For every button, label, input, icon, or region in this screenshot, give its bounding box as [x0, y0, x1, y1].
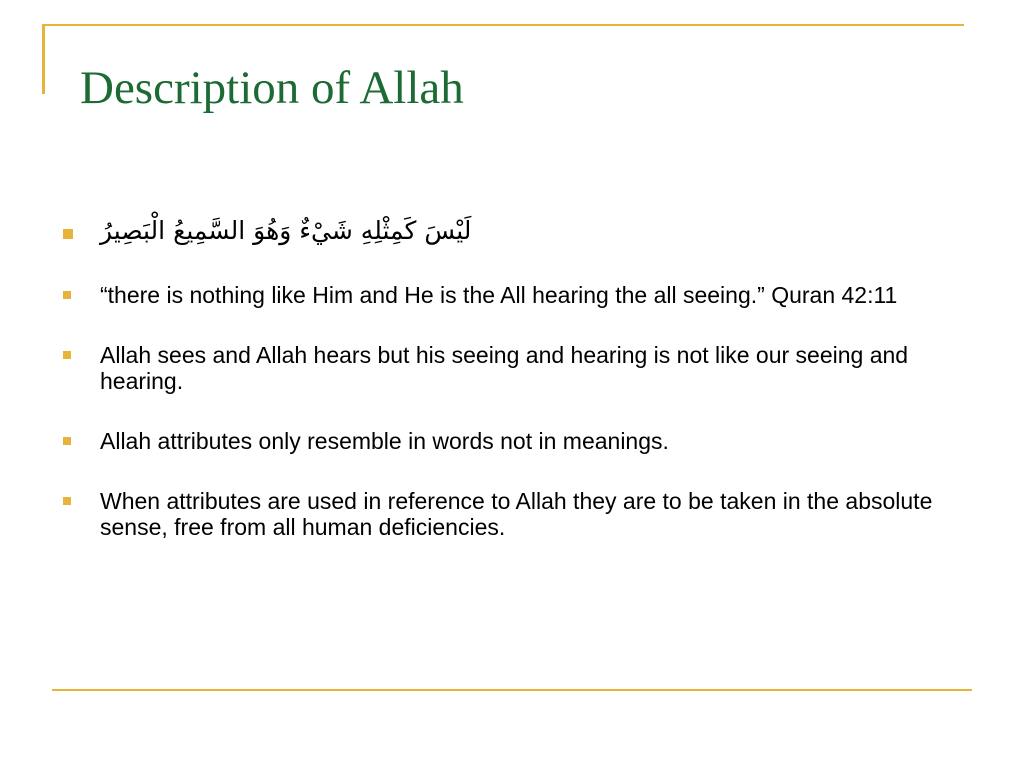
square-bullet-icon [63, 291, 71, 299]
attributes-resemble-text: Allah attributes only resemble in words not in meanings. [100, 428, 669, 454]
bullet-item-seeing-hearing [60, 342, 940, 394]
bullet-item-arabic-verse [60, 216, 940, 246]
bullet-item-absolute-sense [60, 488, 940, 540]
frame-vertical-rule [42, 24, 45, 94]
translation-text: “there is nothing like Him and He is the All hearing the all seeing.” Quran 42:11 [100, 282, 898, 308]
frame-top-rule [42, 24, 964, 26]
square-bullet-icon [63, 437, 71, 445]
absolute-sense-text: When attributes are used in reference to Allah they are to be taken in the absolute sense, free from all human deficiencies. [100, 488, 933, 540]
square-bullet-icon [63, 351, 71, 359]
seeing-hearing-text: Allah sees and Allah hears but his seeing and hearing is not like our seeing and hearing. [100, 342, 909, 394]
square-bullet-icon [63, 229, 73, 239]
bullet-item-translation [60, 282, 940, 308]
square-bullet-icon [63, 497, 71, 505]
frame-bottom-rule [52, 689, 972, 691]
bullet-item-attributes-resemble [60, 428, 940, 454]
bullet-list [60, 216, 940, 574]
slide-title: Description of Allah [80, 62, 464, 114]
arabic-verse-text: لَيْسَ كَمِثْلِهِ شَيْءٌ وَهُوَ السَّمِيعُ الْبَصِيرُ [100, 216, 472, 245]
